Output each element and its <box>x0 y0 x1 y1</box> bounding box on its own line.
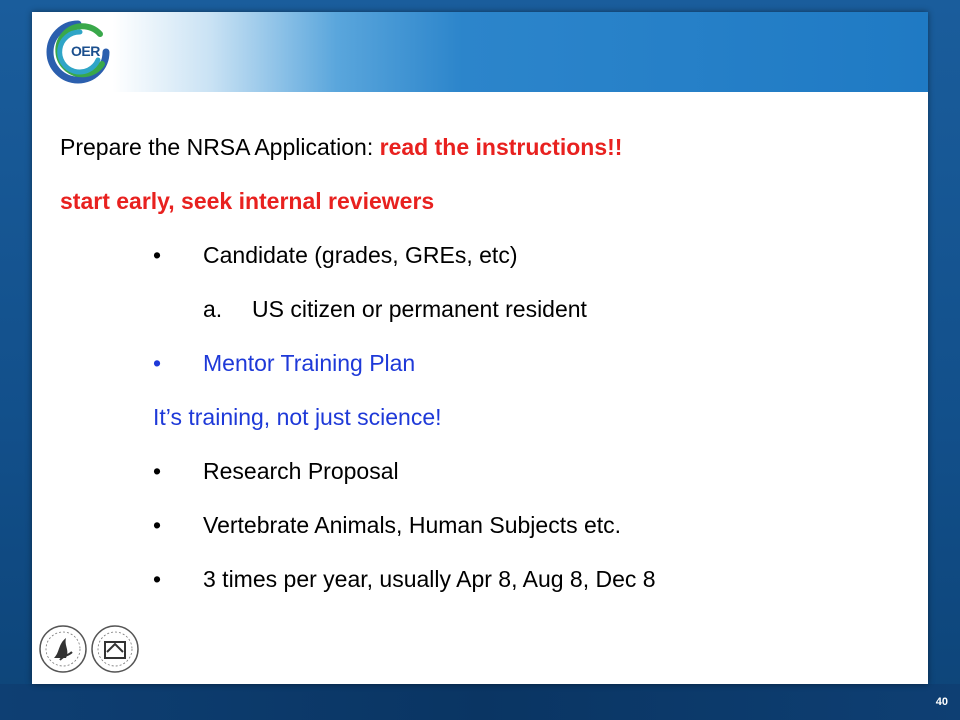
instructions-emphasis: read the instructions!! <box>379 134 623 160</box>
bullet-text: Vertebrate Animals, Human Subjects etc. <box>203 512 622 538</box>
bullet-research <box>60 444 910 498</box>
bullet-mentor <box>60 336 910 390</box>
training-note: It’s training, not just science! <box>153 404 442 430</box>
logo-text: OER <box>71 43 100 59</box>
sub-item-citizen <box>60 282 910 336</box>
footer-band <box>0 684 960 720</box>
bullet-text: 3 times per year, usually Apr 8, Aug 8, Dec 8 <box>203 566 656 592</box>
intro-text: Prepare the NRSA Application: <box>60 134 380 160</box>
bullet-icon: • <box>153 566 162 592</box>
oer-logo <box>40 16 116 88</box>
slide <box>32 12 928 684</box>
sub-item-marker: a. <box>203 296 223 322</box>
bullet-candidate <box>60 228 910 282</box>
bullet-animals <box>60 498 910 552</box>
header-bar <box>32 12 928 92</box>
slide-content <box>60 120 910 606</box>
hhs-nih-seals-icon <box>36 622 146 676</box>
start-early-line: start early, seek internal reviewers <box>60 188 435 214</box>
page-number: 40 <box>935 696 948 708</box>
bullet-icon: • <box>153 458 162 484</box>
intro-line <box>60 120 910 174</box>
bullet-text: Candidate (grades, GREs, etc) <box>203 242 518 268</box>
bullet-icon: • <box>153 242 162 268</box>
sub-item-text: US citizen or permanent resident <box>252 296 587 322</box>
bullet-deadlines <box>60 552 910 606</box>
agency-seals <box>36 622 146 676</box>
bullet-icon: • <box>153 350 162 376</box>
bullet-text: Mentor Training Plan <box>203 350 416 376</box>
bullet-text: Research Proposal <box>203 458 399 484</box>
bullet-icon: • <box>153 512 162 538</box>
